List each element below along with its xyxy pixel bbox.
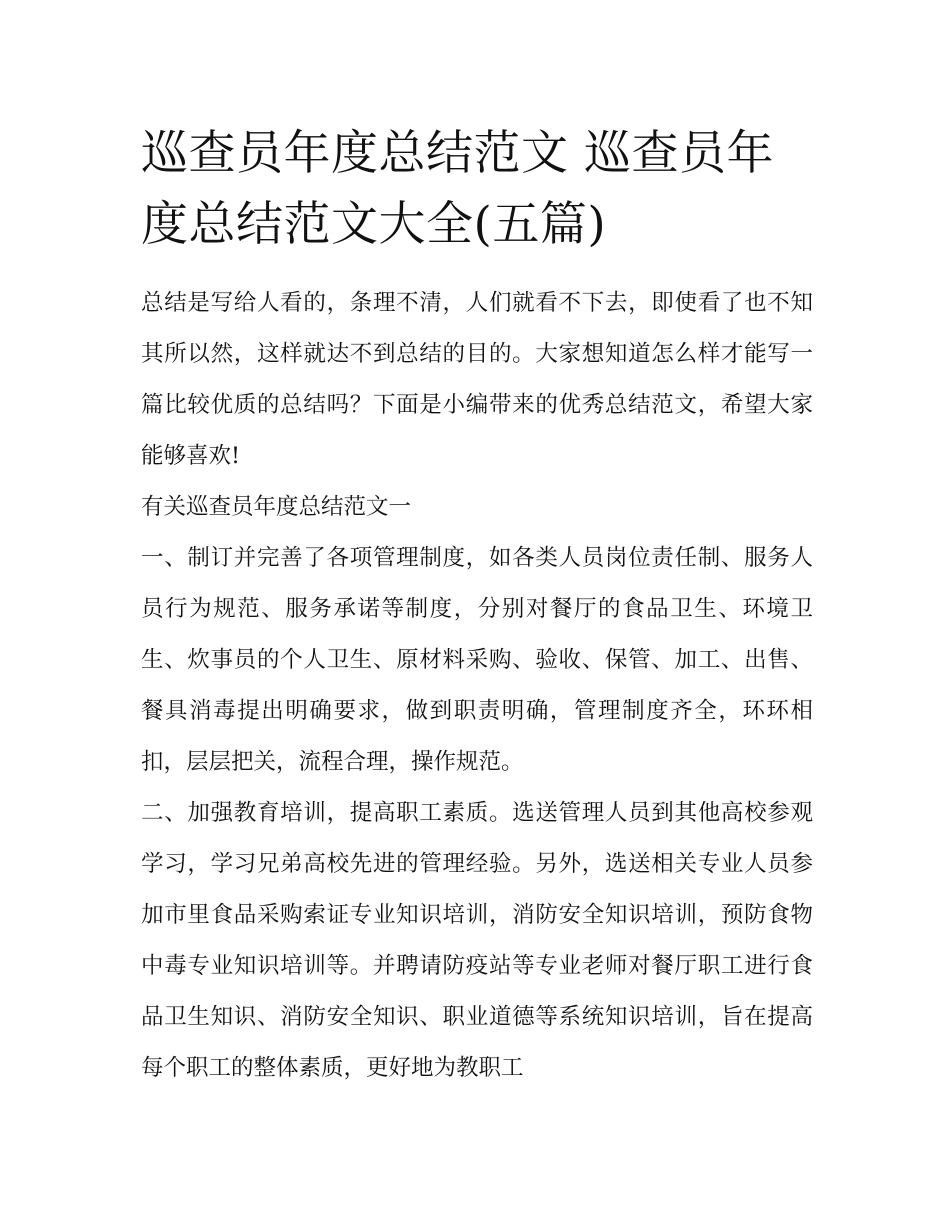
section-heading: 有关巡查员年度总结范文一 [141,494,412,520]
intro-paragraph: 总结是写给人看的，条理不清，人们就看不下去，即使看了也不知其所以然，这样就达不到总结的目的。大家想知道怎么样才能写一篇比较优质的总结吗？下面是小编带来的优秀总结范文，希望大家能够喜欢! [141,290,813,469]
body-paragraph: 一、制订并完善了各项管理制度，如各类人员岗位责任制、服务人员行为规范、服务承诺等制度，分别对餐厅的食品卫生、环境卫生、炊事员的个人卫生、原材料采购、验收、保管、加工、出售、餐具消毒提出明确要求，做到职责明确，管理制度齐全，环环相扣，层层把关，流程合理，操作规范。 [141,545,813,775]
document-content [141,118,813,1094]
body-paragraph: 二、加强教育培训，提高职工素质。选送管理人员到其他高校参观学习，学习兄弟高校先进的管理经验。另外，选送相关专业人员参加市里食品采购索证专业知识培训，消防安全知识培训，预防食物中毒专业知识培训等。并聘请防疫站等专业老师对餐厅职工进行食品卫生知识、消防安全知识、职业道德等系统知识培训，旨在提高每个职工的整体素质，更好地为教职工 [141,800,813,1081]
document-title: 巡查员年度总结范文 巡查员年度总结范文大全(五篇) [141,126,774,252]
document-body [141,278,813,1094]
